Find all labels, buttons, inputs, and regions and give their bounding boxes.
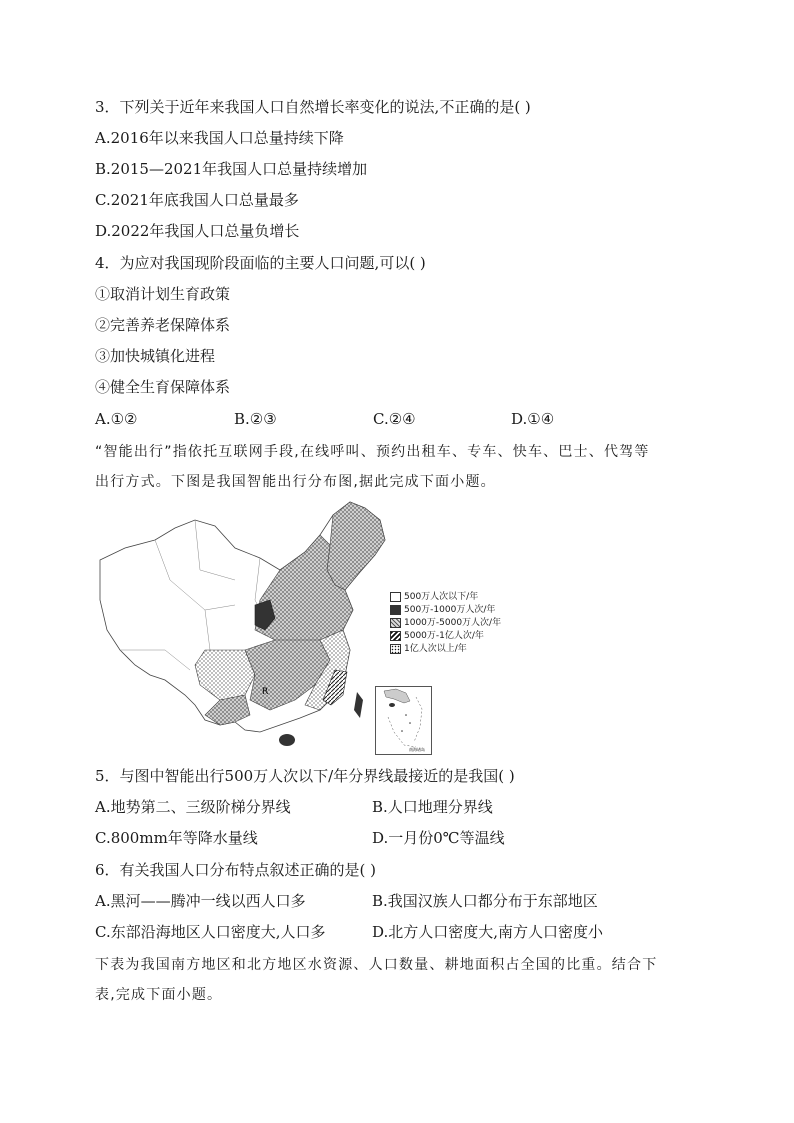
legend-item-3 — [390, 617, 501, 629]
map-legend — [390, 591, 501, 656]
q4-item-3: ③加快城镇化进程 — [95, 347, 216, 365]
q3-option-d: D.2022年我国人口总量负增长 — [95, 222, 300, 240]
q3-stem: 3．下列关于近年来我国人口自然增长率变化的说法,不正确的是( ) — [95, 98, 531, 116]
inset-svg — [376, 687, 431, 754]
q6-option-a: A.黑河——腾冲一线以西人口多 — [95, 892, 306, 910]
q3-option-a: A.2016年以来我国人口总量持续下降 — [95, 129, 344, 147]
q4-stem: 4．为应对我国现阶段面临的主要人口问题,可以( ) — [95, 254, 426, 272]
region-northeast — [327, 502, 385, 590]
q5-option-c: C.800mm年等降水量线 — [95, 829, 258, 847]
legend-swatch-cross — [390, 618, 401, 628]
q4-option-a: A.①② — [95, 410, 138, 428]
legend-item-1 — [390, 591, 501, 603]
legend-label-5: 1亿人次以上/年 — [404, 644, 467, 654]
legend-swatch-dark — [390, 605, 401, 615]
map-intro-line-1: “智能出行”指依托互联网手段,在线呼叫、预约出租车、专车、快车、巴士、代驾等 — [95, 444, 650, 460]
legend-item-5 — [390, 643, 501, 655]
legend-label-2: 500万-1000万人次/年 — [404, 605, 496, 615]
legend-label-1: 500万人次以下/年 — [404, 592, 479, 602]
legend-swatch-hatch — [390, 631, 401, 641]
q5-option-d: D.一月份0℃等温线 — [372, 829, 505, 847]
q3-option-c: C.2021年底我国人口总量最多 — [95, 191, 299, 209]
inset-caption: 南海诸岛 — [409, 747, 425, 752]
q3-option-b: B.2015—2021年我国人口总量持续增加 — [95, 160, 368, 178]
q6-option-d: D.北方人口密度大,南方人口密度小 — [372, 923, 604, 941]
legend-item-4 — [390, 630, 501, 642]
table-intro-line-2: 表,完成下面小题。 — [95, 987, 223, 1003]
q4-option-d: D.①④ — [511, 410, 555, 428]
legend-item-2 — [390, 604, 501, 616]
legend-label-4: 5000万-1亿人次/年 — [404, 631, 484, 641]
hainan-island — [279, 734, 295, 746]
taiwan-island — [354, 692, 363, 718]
table-intro-line-1: 下表为我国南方地区和北方地区水资源、人口数量、耕地面积占全国的比重。结合下 — [95, 957, 658, 973]
q6-option-c: C.东部沿海地区人口密度大,人口多 — [95, 923, 326, 941]
q5-option-a: A.地势第二、三级阶梯分界线 — [95, 798, 291, 816]
q6-stem: 6．有关我国人口分布特点叙述正确的是( ) — [95, 861, 377, 879]
q4-item-4: ④健全生育保障体系 — [95, 378, 231, 396]
q5-stem: 5．与图中智能出行500万人次以下/年分界线最接近的是我国( ) — [95, 767, 515, 785]
q4-item-2: ②完善养老保障体系 — [95, 316, 231, 334]
legend-swatch-dots — [390, 644, 401, 654]
map-intro-line-2: 出行方式。下图是我国智能出行分布图,据此完成下面小题。 — [95, 474, 496, 490]
q4-option-b: B.②③ — [234, 410, 277, 428]
legend-swatch-white — [390, 592, 401, 602]
q4-option-c: C.②④ — [373, 410, 416, 428]
q5-option-b: B.人口地理分界线 — [372, 798, 493, 816]
south-china-sea-inset — [375, 686, 432, 755]
q6-option-b: B.我国汉族人口都分布于东部地区 — [372, 892, 598, 910]
region-label-r: R — [262, 687, 269, 697]
q4-item-1: ①取消计划生育政策 — [95, 285, 231, 303]
legend-label-3: 1000万-5000万人次/年 — [404, 618, 502, 628]
